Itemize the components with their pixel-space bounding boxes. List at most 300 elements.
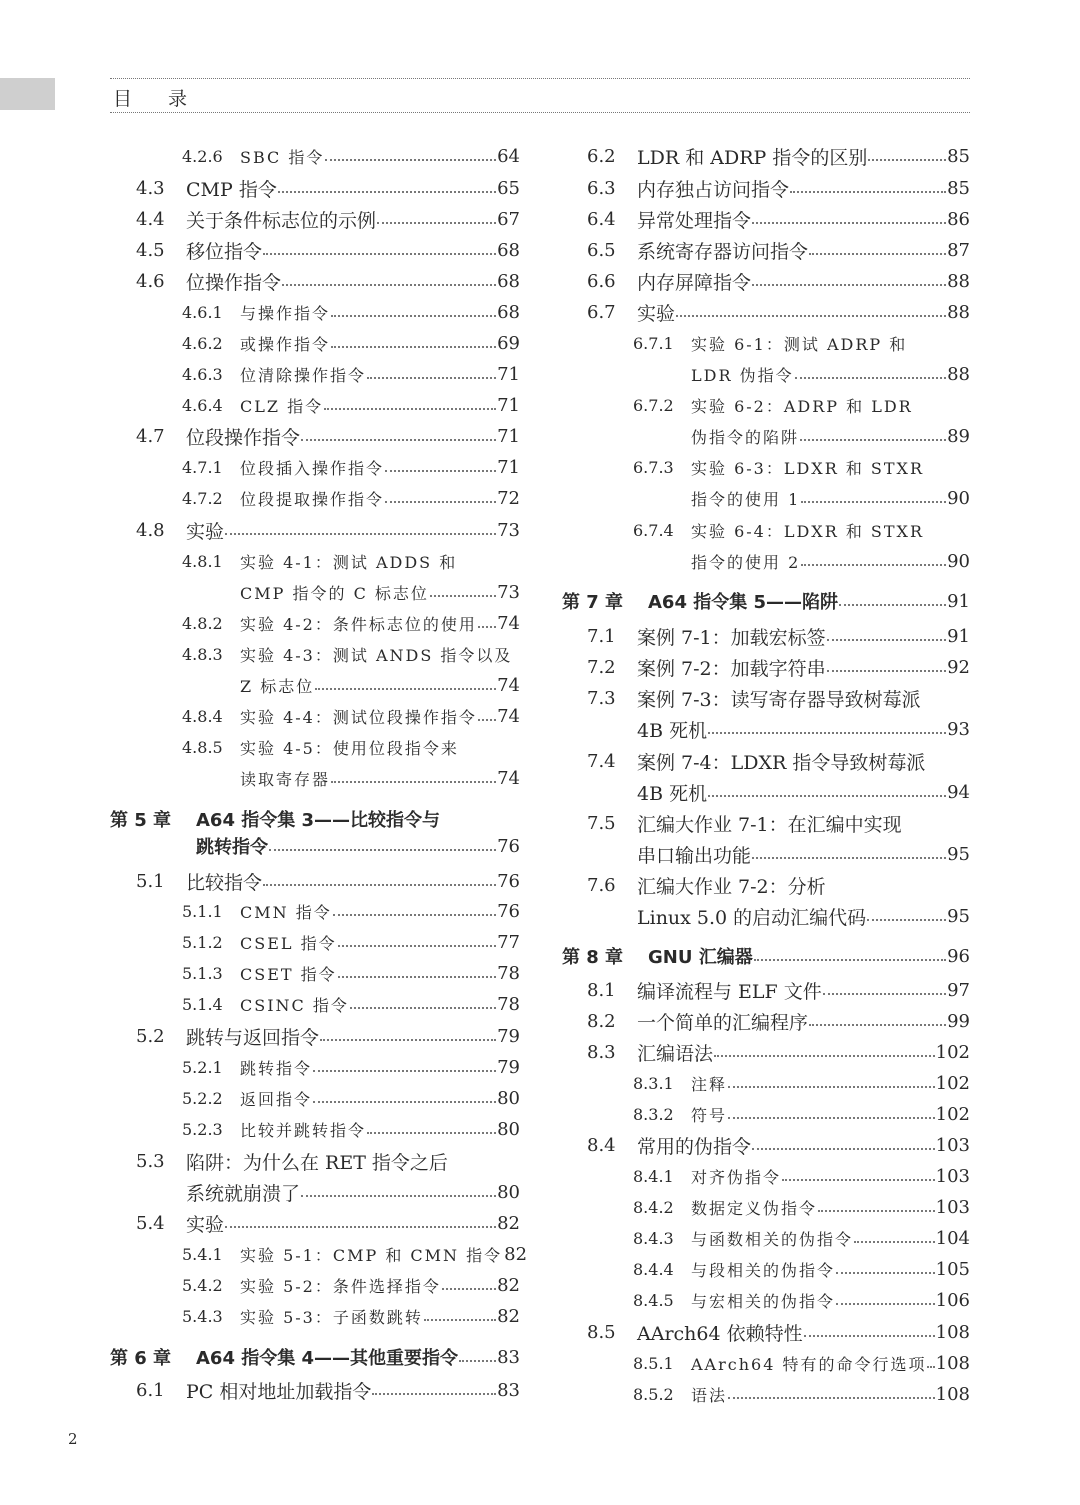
toc-entry-page: 82 <box>497 1212 520 1234</box>
toc-entry-title: 案例 7-4：LDXR 指令导致树莓派 <box>637 751 926 774</box>
toc-entry-number: 6.6 <box>587 270 616 292</box>
toc-entry-page: 73 <box>497 581 520 603</box>
toc-entry-title: 移位指令 <box>186 240 263 263</box>
dot-leader <box>331 299 496 325</box>
toc-entry[interactable] <box>587 206 970 232</box>
toc-entry[interactable] <box>136 237 520 263</box>
toc-entry[interactable] <box>182 143 520 169</box>
toc-entry-title: SBC 指令 <box>240 147 325 167</box>
toc-entry-number: 6.3 <box>587 177 616 199</box>
dot-leader <box>315 672 496 698</box>
toc-entry[interactable] <box>182 703 520 729</box>
toc-entry-title: CSET 指令 <box>240 964 337 984</box>
toc-entry-title: 数据定义伪指令 <box>691 1198 818 1218</box>
toc-entry-title: 系统寄存器访问指令 <box>637 240 809 263</box>
toc-entry-page: 89 <box>947 425 970 447</box>
toc-entry[interactable] <box>182 1054 520 1080</box>
toc-entry-number: 5.1.2 <box>182 932 223 952</box>
toc-entry-title: CMN 指令 <box>240 902 332 922</box>
dot-leader <box>325 143 496 169</box>
toc-entry[interactable] <box>182 765 520 791</box>
toc-entry-title: 系统就崩溃了 <box>186 1182 301 1205</box>
dot-leader <box>795 361 947 387</box>
dot-leader <box>385 485 496 511</box>
toc-entry[interactable] <box>182 1241 528 1267</box>
toc-entry[interactable] <box>182 672 520 698</box>
toc-entry[interactable] <box>136 1210 520 1236</box>
toc-entry-page: 85 <box>947 177 970 199</box>
toc-entry-number: 5.2.2 <box>182 1088 223 1108</box>
toc-entry-page: 73 <box>497 519 520 541</box>
toc-entry-number: 8.3.1 <box>633 1073 674 1093</box>
toc-entry-number: 4.6.3 <box>182 364 223 384</box>
dot-leader <box>854 1225 935 1251</box>
dot-leader <box>269 833 496 859</box>
toc-entry-number: 5.1.4 <box>182 994 223 1014</box>
header-char: 目 <box>113 88 133 110</box>
dot-leader <box>801 485 946 511</box>
toc-entry-page: 85 <box>947 145 970 167</box>
toc-entry[interactable] <box>182 392 520 418</box>
dot-leader <box>367 1116 496 1142</box>
toc-entry[interactable] <box>633 1194 970 1220</box>
toc-entry-title: 案例 7-3：读写寄存器导致树莓派 <box>637 688 921 711</box>
toc-entry[interactable] <box>587 268 970 294</box>
toc-entry-title: 与函数相关的伪指令 <box>691 1229 854 1249</box>
toc-entry[interactable] <box>562 588 970 614</box>
toc-entry-number: 6.7.3 <box>633 457 674 477</box>
toc-entry[interactable] <box>587 903 970 929</box>
toc-entry-page: 108 <box>935 1352 970 1374</box>
toc-entry-title: 汇编大作业 7-2：分析 <box>637 875 826 898</box>
toc-entry-title: 实验 <box>186 1213 225 1236</box>
toc-entry-number: 8.4.3 <box>633 1228 674 1248</box>
toc-entry-page: 68 <box>497 301 520 323</box>
toc-entry-title: 实验 6-2：ADRP 和 LDR <box>691 396 913 416</box>
toc-entry-number: 5.4.1 <box>182 1244 223 1264</box>
dot-leader <box>752 1132 935 1158</box>
dot-leader <box>782 1163 935 1189</box>
toc-entry[interactable] <box>587 748 970 774</box>
toc-entry-title: 指令的使用 2 <box>691 552 801 572</box>
toc-entry-title: LDR 和 ADRP 指令的区别 <box>637 146 868 169</box>
toc-entry[interactable] <box>587 654 970 680</box>
toc-entry-number: 5.2 <box>136 1025 165 1047</box>
toc-entry-page: 65 <box>497 177 520 199</box>
toc-entry-page: 108 <box>935 1383 970 1405</box>
toc-entry-number: 5.1 <box>136 870 165 892</box>
toc-entry-page: 79 <box>497 1056 520 1078</box>
toc-entry[interactable] <box>633 330 970 356</box>
toc-entry-page: 91 <box>947 625 970 647</box>
toc-entry[interactable] <box>633 1287 970 1313</box>
toc-entry[interactable] <box>136 1179 520 1205</box>
toc-entry-title: 伪指令的陷阱 <box>691 427 800 447</box>
toc-entry-page: 104 <box>935 1227 970 1249</box>
toc-entry[interactable] <box>182 1085 520 1111</box>
toc-entry-title: 指令的使用 1 <box>691 489 801 509</box>
toc-entry[interactable] <box>587 977 970 1003</box>
toc-entry-page: 72 <box>497 487 520 509</box>
toc-entry-title: 案例 7-1：加载宏标签 <box>637 626 826 649</box>
toc-entry-number: 5.4 <box>136 1212 165 1234</box>
toc-entry-page: 64 <box>497 145 520 167</box>
toc-entry-page: 105 <box>935 1258 970 1280</box>
toc-entry[interactable] <box>587 779 970 805</box>
toc-entry[interactable] <box>633 1225 970 1251</box>
toc-entry-page: 80 <box>497 1181 520 1203</box>
toc-entry-title: 串口输出功能 <box>637 844 752 867</box>
dot-leader <box>836 1256 935 1282</box>
toc-entry-number: 5.2.1 <box>182 1057 223 1077</box>
toc-entry-title: 汇编语法 <box>637 1042 714 1065</box>
dot-leader <box>809 237 946 263</box>
toc-entry[interactable] <box>587 1008 970 1034</box>
toc-entry[interactable] <box>182 454 520 480</box>
toc-entry-number: 5.4.3 <box>182 1306 223 1326</box>
toc-entry-number: 4.6.2 <box>182 333 223 353</box>
dot-leader <box>809 1008 946 1034</box>
toc-entry-page: 88 <box>947 270 970 292</box>
toc-entry-number: 6.1 <box>136 1379 165 1401</box>
toc-entry[interactable] <box>182 1272 520 1298</box>
toc-entry-title: 常用的伪指令 <box>637 1135 752 1158</box>
toc-entry[interactable] <box>633 1381 970 1407</box>
toc-entry-page: 103 <box>935 1196 970 1218</box>
toc-entry-page: 108 <box>935 1321 970 1343</box>
toc-entry-number: 4.8.5 <box>182 737 223 757</box>
toc-entry-page: 88 <box>947 301 970 323</box>
toc-entry-number: 8.4.4 <box>633 1259 674 1279</box>
toc-entry-title: 实验 5-3：子函数跳转 <box>240 1307 423 1327</box>
toc-entry-number: 6.7.2 <box>633 395 674 415</box>
toc-entry-title: AArch64 特有的命令行选项 <box>691 1354 927 1374</box>
toc-entry[interactable] <box>633 392 970 418</box>
toc-entry-number: 6.7.4 <box>633 520 674 540</box>
toc-entry[interactable] <box>633 1070 970 1096</box>
toc-entry[interactable] <box>587 810 970 836</box>
toc-entry-page: 82 <box>504 1243 528 1265</box>
toc-entry-page: 93 <box>947 718 970 740</box>
toc-entry-number: 第 8 章 <box>562 947 624 968</box>
dot-leader <box>708 716 946 742</box>
toc-entry[interactable] <box>182 898 520 924</box>
toc-entry[interactable] <box>587 143 970 169</box>
toc-entry[interactable] <box>182 929 520 955</box>
dot-leader <box>867 903 946 929</box>
toc-entry-page: 79 <box>497 1025 520 1047</box>
toc-entry[interactable] <box>587 299 970 325</box>
toc-entry[interactable] <box>136 206 520 232</box>
toc-entry-page: 68 <box>497 239 520 261</box>
toc-entry[interactable] <box>182 1303 520 1329</box>
toc-entry-number: 8.1 <box>587 979 616 1001</box>
toc-entry-title: LDR 伪指令 <box>691 365 794 385</box>
toc-entry-title: 实验 6-3：LDXR 和 STXR <box>691 458 924 478</box>
toc-entry-page: 94 <box>947 781 970 803</box>
toc-entry-number: 5.3 <box>136 1150 165 1172</box>
toc-entry[interactable] <box>136 175 520 201</box>
toc-entry[interactable] <box>633 548 970 574</box>
toc-entry[interactable] <box>633 423 970 449</box>
toc-entry-number: 5.2.3 <box>182 1119 223 1139</box>
dot-leader <box>338 929 496 955</box>
header-char: 录 <box>168 88 188 110</box>
toc-entry-title: 内存独占访问指令 <box>637 178 790 201</box>
toc-entry[interactable] <box>587 1039 970 1065</box>
toc-entry-page: 69 <box>497 332 520 354</box>
toc-entry-page: 82 <box>497 1305 520 1327</box>
toc-entry-page: 102 <box>935 1103 970 1125</box>
toc-entry[interactable] <box>182 1116 520 1142</box>
toc-entry-number: 5.1.1 <box>182 901 223 921</box>
toc-entry-title: CSINC 指令 <box>240 995 349 1015</box>
toc-entry[interactable] <box>633 517 970 543</box>
toc-entry-title: A64 指令集 5——陷阱 <box>648 592 839 613</box>
dot-leader <box>367 361 496 387</box>
toc-entry-page: 102 <box>935 1041 970 1063</box>
toc-entry[interactable] <box>182 361 520 387</box>
dot-leader <box>372 1377 496 1403</box>
toc-entry-number: 4.4 <box>136 208 165 230</box>
toc-entry-page: 80 <box>497 1087 520 1109</box>
toc-entry[interactable] <box>587 716 970 742</box>
toc-entry-title: 位段提取操作指令 <box>240 489 385 509</box>
toc-entry-page: 82 <box>497 1274 520 1296</box>
toc-entry-number: 4.8.2 <box>182 613 223 633</box>
toc-entry-number: 6.5 <box>587 239 616 261</box>
toc-entry-number: 8.4.2 <box>633 1197 674 1217</box>
toc-entry-title: 一个简单的汇编程序 <box>637 1011 809 1034</box>
dot-leader <box>836 1287 935 1313</box>
dot-leader <box>478 703 496 729</box>
toc-entry[interactable] <box>633 1101 970 1127</box>
toc-entry[interactable] <box>562 943 970 969</box>
toc-entry-title: 位段操作指令 <box>186 426 301 449</box>
toc-entry-title: 4B 死机 <box>637 719 708 742</box>
toc-entry-title: AArch64 依赖特性 <box>637 1322 803 1345</box>
toc-entry[interactable] <box>633 1350 970 1376</box>
toc-entry-number: 7.2 <box>587 656 616 678</box>
toc-entry-number: 6.4 <box>587 208 616 230</box>
toc-entry-page: 83 <box>497 1346 520 1368</box>
toc-entry-number: 4.6.1 <box>182 302 223 322</box>
toc-entry-number: 8.4.5 <box>633 1290 674 1310</box>
toc-entry-title: 实验 6-4：LDXR 和 STXR <box>691 521 924 541</box>
dot-leader <box>324 392 496 418</box>
toc-entry-title: 注释 <box>691 1074 728 1094</box>
toc-entry[interactable] <box>136 1377 520 1403</box>
toc-entry-page: 106 <box>935 1289 970 1311</box>
toc-entry-title: A64 指令集 4——其他重要指令 <box>196 1348 459 1369</box>
toc-entry-page: 90 <box>947 550 970 572</box>
dot-leader <box>728 1381 935 1407</box>
dot-leader <box>333 898 496 924</box>
toc-entry-number: 4.6 <box>136 270 165 292</box>
toc-entry[interactable] <box>182 330 520 356</box>
toc-entry-title: Linux 5.0 的启动汇编代码 <box>637 906 867 929</box>
toc-entry[interactable] <box>587 1132 970 1158</box>
dot-leader <box>331 765 496 791</box>
toc-entry[interactable] <box>182 991 520 1017</box>
toc-entry-title: 语法 <box>691 1385 728 1405</box>
toc-entry[interactable] <box>136 868 520 894</box>
toc-entry[interactable] <box>110 806 520 832</box>
toc-entry-number: 4.6.4 <box>182 395 223 415</box>
toc-entry[interactable] <box>182 299 520 325</box>
toc-entry[interactable] <box>136 268 520 294</box>
dot-leader <box>350 991 496 1017</box>
toc-entry-page: 87 <box>947 239 970 261</box>
dot-leader <box>823 977 946 1003</box>
dot-leader <box>801 548 946 574</box>
toc-entry-number: 8.4.1 <box>633 1166 674 1186</box>
toc-entry[interactable] <box>136 1148 520 1174</box>
toc-entry-page: 74 <box>497 705 520 727</box>
toc-entry[interactable] <box>633 1256 970 1282</box>
toc-entry-title: 实验 <box>637 302 676 325</box>
toc-entry-page: 77 <box>497 931 520 953</box>
toc-entry-number: 4.8.4 <box>182 706 223 726</box>
toc-entry-number: 4.8.3 <box>182 644 223 664</box>
dot-leader <box>728 1101 935 1127</box>
toc-entry-page: 103 <box>935 1134 970 1156</box>
toc-entry-number: 4.2.6 <box>182 146 223 166</box>
toc-entry[interactable] <box>633 1163 970 1189</box>
toc-entry[interactable] <box>182 548 520 574</box>
toc-entry-title: 实验 4-2：条件标志位的使用 <box>240 614 477 634</box>
toc-entry-number: 4.8.1 <box>182 551 223 571</box>
toc-entry-page: 83 <box>497 1379 520 1401</box>
dot-leader <box>301 423 496 449</box>
toc-entry-number: 4.7.2 <box>182 488 223 508</box>
toc-entry[interactable] <box>182 579 520 605</box>
toc-entry[interactable] <box>587 175 970 201</box>
dot-leader <box>263 237 496 263</box>
dot-leader <box>320 1023 496 1049</box>
toc-entry-number: 7.6 <box>587 874 616 896</box>
toc-entry-title: 跳转指令 <box>240 1058 313 1078</box>
toc-entry-title: 汇编大作业 7-1：在汇编中实现 <box>637 813 902 836</box>
toc-entry-title: CLZ 指令 <box>240 396 324 416</box>
toc-entry-number: 8.5 <box>587 1321 616 1343</box>
dot-leader <box>927 1350 934 1376</box>
toc-entry[interactable] <box>587 685 970 711</box>
toc-entry-number: 6.7.1 <box>633 333 674 353</box>
toc-entry-title: 与段相关的伪指令 <box>691 1260 836 1280</box>
toc-entry-page: 68 <box>497 270 520 292</box>
toc-entry[interactable] <box>587 1319 970 1345</box>
toc-entry-title: 4B 死机 <box>637 782 708 805</box>
toc-entry[interactable] <box>633 454 970 480</box>
dot-leader <box>827 623 946 649</box>
toc-entry-title: 读取寄存器 <box>240 769 331 789</box>
toc-entry-page: 74 <box>497 674 520 696</box>
toc-entry-number: 7.5 <box>587 812 616 834</box>
toc-entry-title: CSEL 指令 <box>240 933 337 953</box>
header-top-rule <box>110 78 970 79</box>
toc-entry[interactable] <box>182 641 520 667</box>
toc-entry-title: 跳转指令 <box>196 837 268 858</box>
toc-entry-title: 对齐伪指令 <box>691 1167 782 1187</box>
toc-entry-title: 编译流程与 ELF 文件 <box>637 980 822 1003</box>
toc-entry[interactable] <box>587 841 970 867</box>
toc-entry-title: 案例 7-2：加载字符串 <box>637 657 826 680</box>
dot-leader <box>442 1272 496 1298</box>
toc-entry-title: 与宏相关的伪指令 <box>691 1291 836 1311</box>
toc-entry[interactable] <box>136 423 520 449</box>
dot-leader <box>818 1194 935 1220</box>
toc-entry-number: 8.4 <box>587 1134 616 1156</box>
dot-leader <box>804 1319 935 1345</box>
toc-entry[interactable] <box>182 960 520 986</box>
toc-entry[interactable] <box>587 872 970 898</box>
toc-entry-page: 76 <box>497 870 520 892</box>
toc-entry[interactable] <box>110 1344 520 1370</box>
toc-entry-title: 实验 4-1：测试 ADDS 和 <box>240 552 458 572</box>
toc-entry[interactable] <box>633 361 970 387</box>
toc-entry-title: 位清除操作指令 <box>240 365 367 385</box>
dot-leader <box>385 454 496 480</box>
toc-entry[interactable] <box>110 833 520 859</box>
toc-entry[interactable] <box>136 517 520 543</box>
toc-entry[interactable] <box>633 485 970 511</box>
dot-leader <box>790 175 946 201</box>
toc-entry-title: 返回指令 <box>240 1089 313 1109</box>
toc-entry-title: A64 指令集 3——比较指令与 <box>196 810 441 831</box>
dot-leader <box>225 1210 496 1236</box>
dot-leader <box>225 517 496 543</box>
toc-entry-title: 实验 6-1：测试 ADRP 和 <box>691 334 908 354</box>
toc-entry[interactable] <box>587 623 970 649</box>
dot-leader <box>827 654 946 680</box>
toc-entry[interactable] <box>136 1023 520 1049</box>
page-header-title <box>113 84 187 111</box>
dot-leader <box>868 143 946 169</box>
toc-entry-page: 78 <box>497 993 520 1015</box>
dot-leader <box>478 610 496 636</box>
toc-entry-number: 8.5.2 <box>633 1384 674 1404</box>
toc-entry-number: 4.7 <box>136 425 165 447</box>
dot-leader <box>278 175 496 201</box>
toc-entry[interactable] <box>587 237 970 263</box>
page-number: 2 <box>68 1430 78 1448</box>
toc-entry-number: 4.7.1 <box>182 457 223 477</box>
dot-leader <box>459 1344 496 1370</box>
toc-entry[interactable] <box>182 734 520 760</box>
toc-entry-number: 4.8 <box>136 519 165 541</box>
toc-entry-title: 比较指令 <box>186 871 263 894</box>
toc-entry-page: 95 <box>947 843 970 865</box>
toc-entry[interactable] <box>182 485 520 511</box>
dot-leader <box>338 960 496 986</box>
dot-leader <box>331 330 496 356</box>
dot-leader <box>752 841 946 867</box>
toc-entry-page: 67 <box>497 208 520 230</box>
toc-entry-number: 第 7 章 <box>562 592 624 613</box>
dot-leader <box>752 206 946 232</box>
toc-entry-number: 4.3 <box>136 177 165 199</box>
toc-entry-page: 99 <box>947 1010 970 1032</box>
toc-entry-number: 4.5 <box>136 239 165 261</box>
toc-entry-title: 跳转与返回指令 <box>186 1026 320 1049</box>
toc-entry-title: 内存屏障指令 <box>637 271 752 294</box>
toc-entry-number: 8.2 <box>587 1010 616 1032</box>
toc-entry-page: 76 <box>497 900 520 922</box>
toc-entry-title: 异常处理指令 <box>637 209 752 232</box>
toc-entry[interactable] <box>182 610 520 636</box>
toc-entry-page: 71 <box>497 456 520 478</box>
